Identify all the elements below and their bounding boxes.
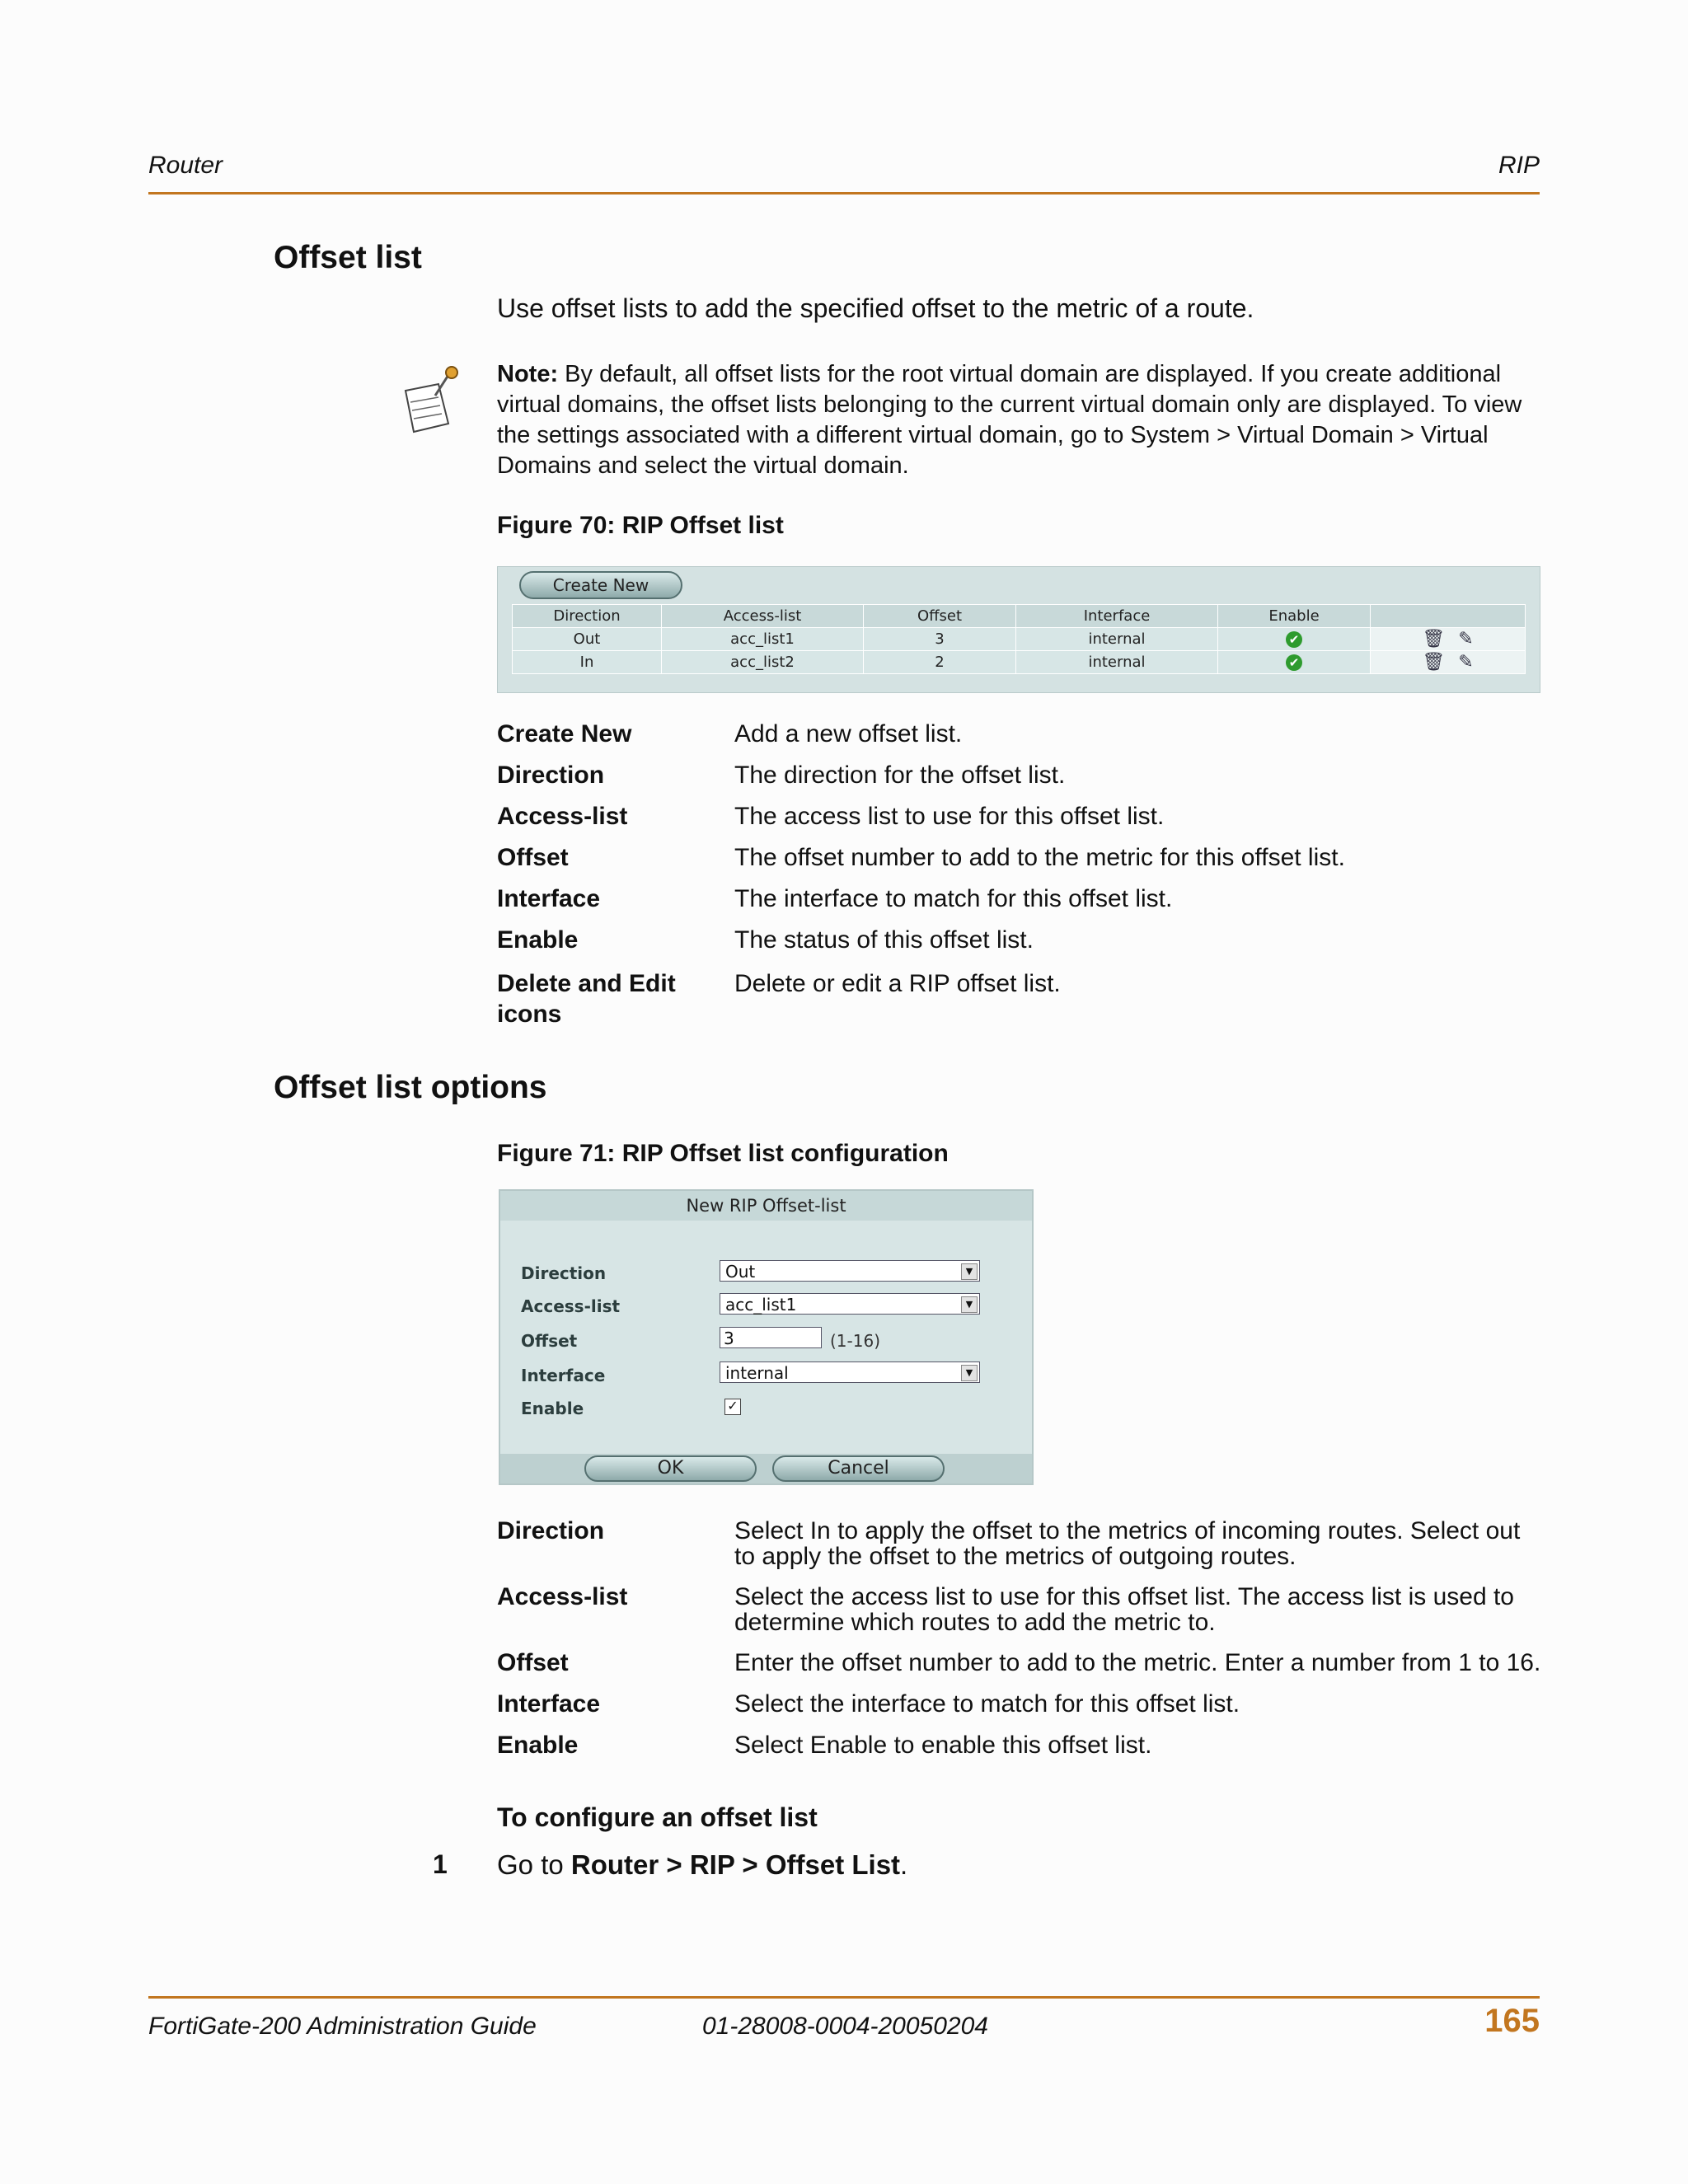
cell-interface: internal (1016, 628, 1218, 651)
cell-direction: In (513, 651, 662, 674)
offset-input[interactable]: 3 (720, 1327, 822, 1348)
col-enable: Enable (1218, 605, 1371, 628)
header-rule (148, 192, 1540, 194)
table-row (513, 651, 1526, 674)
offset-range-hint: (1-16) (830, 1331, 880, 1351)
step-suffix: . (900, 1849, 908, 1880)
figure71-caption: Figure 71: RIP Offset list configuration (497, 1140, 949, 1167)
definition-desc: The status of this offset list. (734, 926, 1034, 954)
col-access-list: Access-list (662, 605, 864, 628)
note-label: Note: (497, 361, 559, 387)
dialog-footer (500, 1454, 1032, 1483)
running-header-chapter: Router (148, 152, 223, 179)
definition-desc: Select the interface to match for this offset list. (734, 1690, 1240, 1718)
ok-button[interactable]: OK (584, 1455, 757, 1482)
access-list-select[interactable] (720, 1293, 980, 1315)
dialog-title: New RIP Offset-list (500, 1191, 1032, 1221)
definition-desc: The interface to match for this offset list. (734, 885, 1173, 912)
cell-access-list: acc_list2 (662, 651, 864, 674)
definition-term: Offset (497, 1649, 569, 1676)
cell-enable (1218, 628, 1371, 651)
running-header-section: RIP (1498, 152, 1540, 179)
note-icon (397, 366, 467, 435)
direction-value: Out (725, 1262, 756, 1282)
definition-desc: Select the access list to use for this offset list. The access list is used to determine which routes to add the metric to. (734, 1583, 1514, 1636)
footer-doc-id: 01-28008-0004-20050204 (702, 2013, 988, 2040)
col-direction: Direction (513, 605, 662, 628)
cell-enable (1218, 651, 1371, 674)
step-number: 1 (433, 1849, 448, 1879)
definition-term: Create New (497, 720, 632, 748)
direction-select[interactable] (720, 1260, 980, 1282)
chevron-down-icon: ▼ (961, 1296, 978, 1313)
definition-term: Delete and Edit icons (497, 970, 676, 1028)
interface-select[interactable] (720, 1361, 980, 1383)
edit-icon[interactable]: ✎ (1458, 628, 1474, 649)
procedure-title: To configure an offset list (497, 1802, 818, 1832)
create-new-button[interactable]: Create New (519, 571, 682, 599)
cell-actions (1371, 628, 1526, 651)
interface-label: Interface (521, 1366, 606, 1385)
new-rip-offset-list-dialog (499, 1189, 1034, 1485)
enable-checkbox[interactable]: ✓ (724, 1399, 741, 1415)
definition-term: Access-list (497, 1583, 628, 1610)
direction-label: Direction (521, 1263, 607, 1283)
table-row (513, 628, 1526, 651)
definition-term: Enable (497, 1732, 579, 1759)
cell-actions (1371, 651, 1526, 674)
section-title-offset-list-options: Offset list options (274, 1070, 547, 1105)
table-header-row (513, 605, 1526, 628)
col-interface: Interface (1016, 605, 1218, 628)
step-menu-path: Router > RIP > Offset List (570, 1849, 901, 1880)
enable-label: Enable (521, 1399, 584, 1418)
section-title-offset-list: Offset list (274, 240, 422, 275)
definition-desc: The access list to use for this offset list. (734, 803, 1165, 830)
cell-offset: 3 (864, 628, 1016, 651)
enabled-check-icon: ✔ (1286, 654, 1302, 671)
access-list-value: acc_list1 (725, 1295, 797, 1315)
definition-desc: The offset number to add to the metric for this offset list. (734, 844, 1345, 871)
definition-term: Interface (497, 885, 601, 912)
definition-desc: Select Enable to enable this offset list. (734, 1732, 1152, 1759)
cell-interface: internal (1016, 651, 1218, 674)
definition-term: Direction (497, 1517, 605, 1544)
delete-icon[interactable]: 🗑 (1422, 651, 1446, 673)
access-list-label: Access-list (521, 1296, 621, 1316)
col-actions (1371, 605, 1526, 628)
col-offset: Offset (864, 605, 1016, 628)
cell-direction: Out (513, 628, 662, 651)
definition-term: Offset (497, 844, 569, 871)
definition-term: Direction (497, 762, 605, 789)
offset-label: Offset (521, 1331, 578, 1351)
figure70-caption: Figure 70: RIP Offset list (497, 512, 784, 539)
note-paragraph (497, 359, 1537, 481)
page-number: 165 (1484, 2003, 1540, 2039)
footer-rule (148, 1996, 1540, 1999)
delete-icon[interactable]: 🗑 (1422, 628, 1446, 649)
definition-term: Access-list (497, 803, 628, 830)
definition-desc: Delete or edit a RIP offset list. (734, 970, 1061, 997)
rip-offset-list-screenshot (497, 566, 1540, 693)
step-prefix: Go to (497, 1849, 571, 1880)
definition-desc: Select In to apply the offset to the metrics of incoming routes. Select out to apply the offset to the metrics of outgoing routes. (734, 1517, 1521, 1570)
cell-offset: 2 (864, 651, 1016, 674)
procedure-step (497, 1849, 907, 1881)
intro-paragraph: Use offset lists to add the specified offset to the metric of a route. (497, 293, 1254, 323)
footer-guide-title: FortiGate-200 Administration Guide (148, 2013, 537, 2040)
offset-list-table (512, 604, 1526, 674)
cell-access-list: acc_list1 (662, 628, 864, 651)
edit-icon[interactable]: ✎ (1458, 651, 1474, 673)
definition-term: Enable (497, 926, 579, 954)
definition-desc: Enter the offset number to add to the metric. Enter a number from 1 to 16. (734, 1649, 1541, 1676)
definition-desc: Add a new offset list. (734, 720, 963, 748)
cancel-button[interactable]: Cancel (772, 1455, 945, 1482)
chevron-down-icon: ▼ (961, 1365, 978, 1381)
note-body: By default, all offset lists for the root virtual domain are displayed. If you create additional virtual domains, the offset lists belonging to the current virtual domain only are displayed. To view the settings associated with a different virtual domain, go to System > Virtual Domain > Virtual Domains and select the virtual domain. (497, 361, 1522, 479)
enabled-check-icon: ✔ (1286, 631, 1302, 648)
definition-desc: The direction for the offset list. (734, 762, 1066, 789)
chevron-down-icon: ▼ (961, 1263, 978, 1280)
interface-value: internal (725, 1363, 789, 1383)
definition-term: Interface (497, 1690, 601, 1718)
